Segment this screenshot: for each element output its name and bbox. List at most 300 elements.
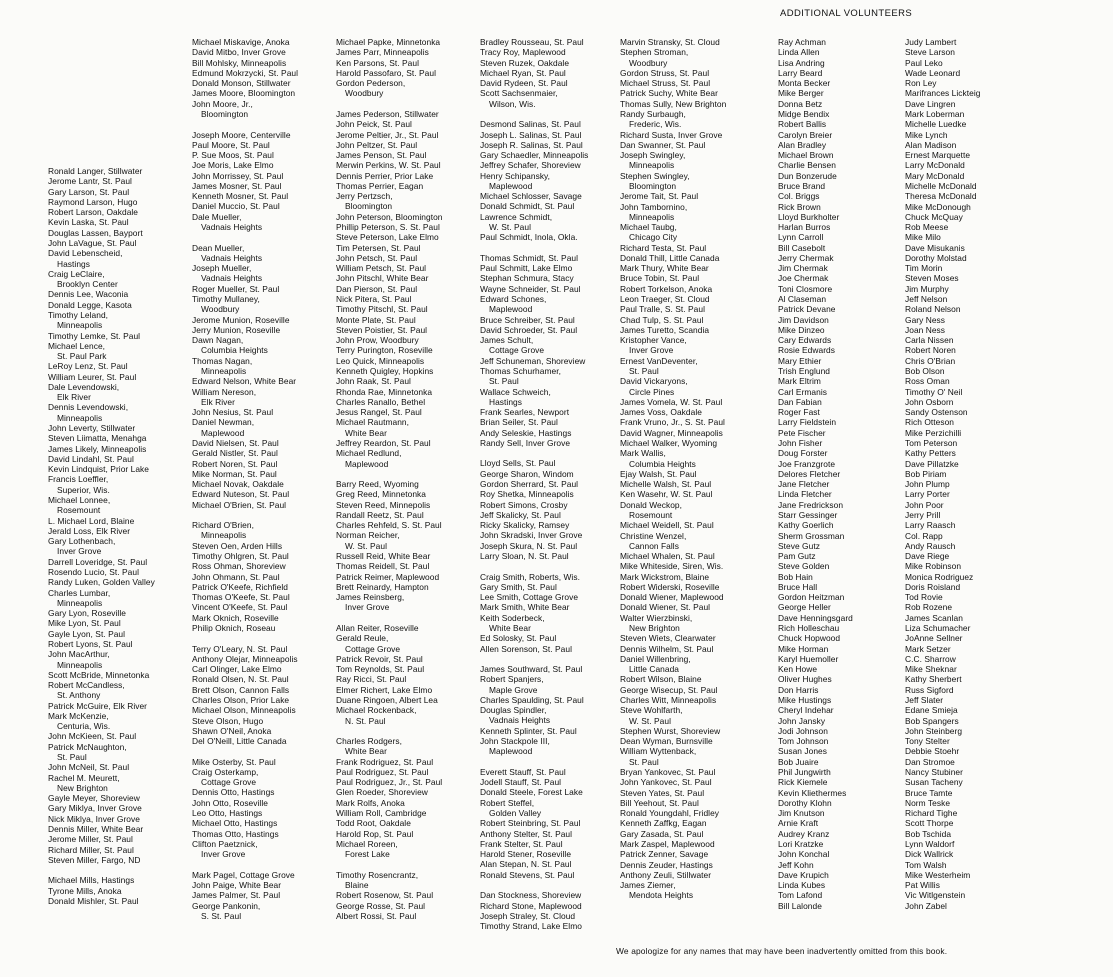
list-item-continuation: Maplewood [201, 427, 245, 438]
spacer [480, 561, 588, 571]
list-item: Thomas Perrier, Eagan [336, 180, 424, 191]
list-item: Michael Brown [778, 150, 834, 161]
list-item: Donald Thill, Little Canada [620, 252, 720, 263]
list-item: Col. Rapp [905, 530, 943, 541]
list-item: John Otto, Roseville [192, 797, 268, 808]
list-item: Mary Ethier [778, 355, 822, 366]
list-item: John Konchal [778, 849, 830, 860]
list-item: Timothy Ohlgren, St. Paul [192, 551, 289, 562]
list-item: Jim Murphy [905, 283, 949, 294]
list-item: Tim Petersen, St. Paul [336, 242, 421, 253]
list-item: Dorothy Molstad [905, 252, 967, 263]
list-item: Charles Rehfeld, S. St. Paul [336, 520, 442, 531]
list-item: Marifrances Lickteig [905, 88, 981, 99]
list-item: Thomas Otto, Hastings [192, 828, 279, 839]
list-item: Mike Berger [778, 88, 824, 99]
list-item: James Schult, [480, 335, 534, 346]
list-item: Timothy Mullaney, [192, 294, 260, 304]
list-item: Lori Kratzke [778, 838, 824, 849]
list-item: Joseph L. Salinas, St. Paul [480, 129, 582, 140]
list-item: Timothy O' Neil [905, 386, 963, 397]
list-item: Kenneth Splinter, St. Paul [480, 725, 577, 736]
list-item-continuation: Maplewood [345, 458, 389, 469]
list-item: Kathy Sherbert [905, 674, 962, 685]
list-item: Todd Root, Oakdale [336, 818, 411, 829]
list-item: Roger Fast [778, 407, 820, 418]
list-item: Mark McKenzie, [48, 710, 109, 721]
list-item-continuation: New Brighton [629, 623, 680, 634]
list-item: Doug Forster [778, 448, 828, 459]
list-item: Dave Henningsgard [778, 612, 853, 623]
list-item-continuation: Minneapolis [629, 160, 675, 171]
list-item: Bill Mohlsky, Minneapolis [192, 57, 287, 68]
spacer [192, 633, 298, 643]
list-item: Paul Tralle, S. St. Paul [620, 304, 705, 315]
list-item-continuation: Vadnais Heights [201, 222, 263, 233]
list-item: Mark Eltrim [778, 376, 821, 387]
list-item: Gayle Meyer, Shoreview [48, 793, 140, 804]
spacer [336, 726, 443, 736]
list-item: Linda Fletcher [778, 489, 832, 500]
list-item: Merwin Perkins, W. St. Paul [336, 160, 441, 171]
list-item: Alan Madison [905, 139, 957, 150]
list-item: Jeff Nelson [905, 294, 948, 305]
list-item: John Paige, White Bear [192, 879, 282, 890]
list-item-continuation: Cottage Grove [489, 345, 545, 356]
list-item-continuation: Golden Valley [489, 808, 542, 818]
list-item-continuation: St. Paul Park [57, 351, 107, 362]
name-column-7 [905, 37, 980, 911]
list-item: Trish Englund [778, 366, 831, 376]
list-item: Philip Oknich, Roseau [192, 622, 276, 633]
list-item: Sandy Ostenson [905, 407, 968, 418]
list-item: Steven Wiets, Clearwater [620, 633, 716, 644]
list-item: Keith Soderbeck, [480, 612, 545, 623]
list-item: Larry Porter [905, 489, 950, 500]
list-item: Robert Noren, St. Paul [192, 458, 278, 469]
list-item: Michelle McDonald [905, 180, 977, 191]
list-item: Ed Solosky, St. Paul [480, 633, 557, 644]
list-item: Jesus Rangel, St. Paul [336, 407, 422, 418]
list-item-continuation: Hastings [57, 258, 90, 269]
list-item: Terry O'Leary, N. St. Paul [192, 643, 288, 654]
list-item: Larry Sloan, N. St. Paul [480, 551, 569, 562]
list-item: Robert Torkelson, Anoka [620, 283, 713, 294]
list-item: JoAnne Sellner [905, 633, 963, 644]
list-item: Gordon Sherrard, St. Paul [480, 479, 579, 490]
list-item: Dun Bonzerude [778, 170, 837, 181]
list-item: Steven Ruzek, Oakdale [480, 57, 570, 68]
list-item-continuation: White Bear [489, 622, 531, 633]
list-item: Debbie Stoehr [905, 746, 960, 757]
list-item-continuation: Columbia Heights [201, 345, 268, 356]
list-item: Stephen Swingley, [620, 170, 690, 181]
list-item: Nancy Stubiner [905, 766, 963, 777]
list-item-continuation: Brooklyn Center [57, 279, 118, 290]
list-item-continuation: N. St. Paul [345, 715, 386, 726]
list-item: Everett Stauff, St. Paul [480, 766, 566, 777]
list-item: George Rosse, St. Paul [336, 900, 426, 911]
list-item: Michael Rautmann, [336, 417, 410, 428]
list-item: Steve Peterson, Lake Elmo [336, 232, 439, 243]
list-item: Dan Stockness, Shoreview [480, 890, 582, 901]
list-item: James Scanlan [905, 612, 963, 623]
list-item: Norm Teske [905, 797, 951, 808]
list-item: Steven Poistier, St. Paul [336, 324, 428, 335]
list-item: Dennis Otto, Hastings [192, 787, 275, 798]
list-item: Ronald Olsen, N. St. Paul [192, 674, 289, 685]
spacer [336, 99, 443, 109]
list-item-continuation: Cannon Falls [629, 540, 679, 551]
list-item: Roger Mueller, St. Paul [192, 283, 280, 294]
list-item: Darrell Loveridge, St. Paul [48, 556, 148, 567]
list-item-continuation: Maplewood [489, 746, 533, 757]
list-item: John Fisher [778, 437, 823, 448]
list-item: Donald Steele, Forest Lake [480, 787, 583, 798]
list-item-continuation: Minneapolis [57, 597, 103, 608]
list-item: Kenneth Mosner, St. Paul [192, 191, 289, 202]
list-item: Pam Gutz [778, 551, 816, 562]
list-item: John Prow, Woodbury [336, 335, 419, 346]
list-item: Francis Loeffler, [48, 474, 109, 485]
list-item: Vincent O'Keefe, St. Paul [192, 602, 288, 613]
list-item: Craig LeClaire, [48, 268, 105, 279]
list-item: Robert Rosenow, St. Paul [336, 890, 434, 901]
list-item: Richard Stone, Maplewood [480, 900, 582, 911]
list-item: David Rydeen, St. Paul [480, 78, 568, 89]
list-item: Gary Lyon, Roseville [48, 608, 126, 619]
list-item: John Peterson, Bloomington [336, 211, 443, 222]
list-item: Terry Purington, Roseville [336, 345, 433, 356]
spacer [192, 746, 298, 756]
list-item: Dave Misukanis [905, 242, 965, 253]
list-item: Judy Lambert [905, 37, 957, 47]
list-item: Jerry Chermak [778, 252, 834, 263]
list-item: Steve Wohlfarth, [620, 705, 683, 716]
list-item: Charles Rodgers, [336, 736, 402, 747]
list-item: Gary Zasada, St. Paul [620, 828, 704, 839]
list-item: Douglas Lassen, Bayport [48, 227, 143, 238]
list-item: Anthony Stelter, St. Paul [480, 828, 573, 839]
list-item: Douglas Spindler, [480, 705, 547, 716]
list-item: Patrick Revoir, St. Paul [336, 653, 423, 664]
list-item: Richard O'Brien, [192, 520, 254, 531]
list-item-continuation: Inver Grove [201, 849, 246, 860]
page-heading: ADDITIONAL VOLUNTEERS [780, 8, 913, 19]
list-item: David Lebenscheid, [48, 248, 123, 259]
list-item: Dean Mueller, [192, 242, 245, 253]
spacer [480, 880, 588, 890]
list-item: Lynn Carroll [778, 232, 824, 243]
list-item: Randy Luken, Golden Valley [48, 577, 155, 588]
list-item-continuation: St. Paul [57, 752, 87, 763]
list-item: Bill Lalonde [778, 900, 822, 911]
list-item: Dennis Levendowski, [48, 402, 129, 413]
spacer [192, 859, 298, 869]
list-item: Glen Roeder, Shoreview [336, 787, 428, 798]
list-item: Lee Smith, Cottage Grove [480, 592, 579, 603]
list-item: Timothy Leland, [48, 309, 109, 320]
list-item: Gordon Pederson, [336, 78, 406, 89]
list-item: Paul Schmitt, Lake Elmo [480, 263, 573, 274]
list-item: Col. Briggs [778, 191, 820, 202]
list-item: Gayle Lyon, St. Paul [48, 628, 126, 639]
list-item: Leo Quick, Minneapolis [336, 355, 425, 366]
list-item: Gary Lothenbach, [48, 536, 116, 547]
list-item: Dave Pillatzke [905, 458, 959, 469]
list-item: Monte Plate, St. Paul [336, 314, 416, 325]
list-item: Steve Olson, Hugo [192, 715, 264, 726]
list-item: Mark Thury, White Bear [620, 263, 709, 274]
list-item: Gary Smith, St. Paul [480, 581, 557, 592]
list-item: George Heller [778, 602, 831, 613]
list-item: Starr Gessinger [778, 509, 838, 520]
list-item: Gary Ness [905, 314, 946, 325]
list-item: Joseph Mueller, [192, 263, 252, 274]
list-item: Theresa McDonald [905, 191, 977, 202]
list-item-continuation: Mendota Heights [629, 890, 694, 901]
apology-footer: We apologize for any names that may have been inadvertently omitted from this book. [616, 946, 948, 956]
list-item: George Pankonin, [192, 900, 261, 911]
list-item: Andy Rausch [905, 540, 956, 551]
list-item: Mark Rolfs, Anoka [336, 797, 405, 808]
list-item: Paul Rodriguez, St. Paul [336, 766, 429, 777]
list-item: Jerry Prill [905, 509, 941, 520]
list-item: Bruce Schreiber, St. Paul [480, 314, 575, 325]
list-item: Michael Lence, [48, 340, 106, 351]
list-item: Monica Rodriguez [905, 571, 974, 582]
list-item-continuation: Inver Grove [345, 602, 390, 613]
list-item: William Wyttenback, [620, 746, 697, 757]
list-item-continuation: Maple Grove [489, 684, 538, 695]
list-item: Lynn Waldorf [905, 838, 955, 849]
list-item: Steve Golden [778, 561, 830, 572]
list-item: Roland Nelson [905, 304, 961, 315]
list-item: Thomas Reidell, St. Paul [336, 561, 430, 572]
list-item: John Yankovec, St. Paul [620, 777, 712, 788]
list-item-continuation: Maplewood [489, 304, 533, 315]
list-item: Robert Ballis [778, 119, 827, 130]
list-item: Ron Ley [905, 78, 937, 89]
list-item: Michael Rockenback, [336, 705, 417, 716]
list-item: Chuck Hopwood [778, 633, 841, 644]
list-item: Walter Wierzbinski, [620, 612, 693, 623]
list-item: Rich Holleschau [778, 623, 840, 634]
list-item: Jerome Miller, St. Paul [48, 834, 133, 845]
list-item: Tyrone Mills, Anoka [48, 885, 122, 896]
list-item-continuation: St. Anthony [57, 690, 101, 701]
list-item: Gary Larson, St. Paul [48, 186, 130, 197]
list-item: Frank Stelter, St. Paul [480, 838, 563, 849]
list-item: Leo Otto, Hastings [192, 808, 263, 819]
list-item: Ernest VanDeventer, [620, 355, 698, 366]
list-item: Gordon Struss, St. Paul [620, 67, 710, 78]
list-item: Joseph Skura, N. St. Paul [480, 540, 578, 551]
list-item: John Plump [905, 479, 950, 490]
list-item: Harlan Burros [778, 222, 831, 233]
list-item: Carla Nissen [905, 335, 954, 346]
list-item: James Reinsberg, [336, 592, 405, 603]
list-item: Michael Papke, Minnetonka [336, 37, 441, 47]
list-item: Jerome Munion, Roseville [192, 314, 290, 325]
list-item: Gordon Heitzman [778, 592, 845, 603]
list-item-continuation: Chicago City [629, 232, 678, 243]
list-item: James Pederson, Stillwater [336, 108, 439, 119]
list-item: Steven Reed, Minnepolis [336, 499, 431, 510]
list-item: Audrey Kranz [778, 828, 830, 839]
list-item: John Morrissey, St. Paul [192, 170, 284, 181]
list-item: Sherm Grossman [778, 530, 845, 541]
list-item: Henry Schipansky, [480, 170, 551, 181]
list-item: Dorothy Klohn [778, 797, 832, 808]
list-item: Randy Sell, Inver Grove [480, 437, 571, 448]
list-item: William Petsch, St. Paul [336, 263, 427, 274]
list-item: Jim Knutson [778, 808, 825, 819]
list-item: Tom Walsh [905, 859, 947, 870]
list-item: Edmund Mokrzycki, St. Paul [192, 67, 299, 78]
list-item: Jerome Peltier, Jr., St. Paul [336, 129, 439, 140]
list-item: Anthony Olejar, Minneapolis [192, 653, 298, 664]
list-item: Dennis Lee, Waconia [48, 289, 129, 300]
list-item: John Steinberg [905, 725, 963, 736]
list-item-continuation: Columbia Heights [629, 458, 696, 469]
list-item: Michael Weidell, St. Paul [620, 520, 714, 531]
list-item: Raymond Larson, Hugo [48, 196, 138, 207]
list-item: Clifton Paetznick, [192, 838, 258, 849]
list-item: Tracy Roy, Maplewood [480, 47, 566, 58]
list-item: Gary Schaedler, Minneapolis [480, 150, 589, 161]
list-item: John Ohmann, St. Paul [192, 571, 280, 582]
list-item: Bob Juaire [778, 756, 819, 767]
list-item: Craig Osterkamp, [192, 766, 259, 777]
list-item: John Moore, Jr., [192, 98, 253, 109]
list-item-continuation: W. St. Paul [345, 540, 387, 551]
list-item-continuation: Frederic, Wis. [629, 119, 682, 130]
list-item: Dick Wallrick [905, 849, 954, 860]
list-item: Ray Ricci, St. Paul [336, 674, 407, 685]
spacer [336, 859, 443, 869]
list-item: Nick Pitera, St. Paul [336, 294, 412, 305]
list-item: Steven Moses [905, 273, 959, 284]
list-item: John Stackpole III, [480, 736, 550, 747]
list-item: John McNeil, St. Paul [48, 762, 130, 773]
list-item: Carl Ermanis [778, 386, 827, 397]
list-item: Dale Levendowski, [48, 381, 120, 392]
list-item: Lloyd Burkholter [778, 211, 840, 222]
list-item: Andy Seleskie, Hastings [480, 427, 572, 438]
list-item: Donald Wiener, St. Paul [620, 602, 711, 613]
list-item: Robert Wilson, Blaine [620, 674, 702, 685]
list-item: Rich Otteson [905, 417, 955, 428]
list-item: Robert McCandless, [48, 680, 125, 691]
list-item: Allan Reiter, Roseville [336, 622, 419, 633]
list-item: Patrick Reimer, Maplewood [336, 571, 440, 582]
list-item: Dennis Miller, White Bear [48, 824, 144, 834]
list-item: Cary Edwards [778, 335, 832, 346]
list-item: John McKieen, St. Paul [48, 731, 137, 742]
list-item: Bill Casebolt [778, 242, 826, 253]
list-item-continuation: Bloomington [345, 201, 393, 212]
list-item: Mark Smith, White Bear [480, 602, 570, 613]
list-item: Doris Roisland [905, 581, 961, 592]
list-item: Stephan Schmura, Stacy [480, 273, 574, 284]
list-item: Charlie Bensen [778, 160, 836, 171]
list-item: George Wisecup, St. Paul [620, 684, 718, 695]
list-item: Kevin Laska, St. Paul [48, 217, 129, 228]
list-item: Ross Ohman, Shoreview [192, 561, 286, 572]
list-item: James Voss, Oakdale [620, 407, 702, 418]
list-item: Scott Sachsenmaier, [480, 88, 558, 99]
list-item: Randy Surbaugh, [620, 108, 686, 119]
list-item: Dean Wyman, Burnsville [620, 736, 713, 747]
list-item: John Peltzer, St. Paul [336, 139, 418, 150]
list-item: Don Harris [778, 684, 819, 695]
list-item: Michael Redlund, [336, 448, 402, 459]
list-item: George Sharon, Windom [480, 468, 574, 479]
list-item: James Ziemer, [620, 880, 676, 891]
list-item: Jerome Lantr, St. Paul [48, 176, 132, 187]
list-item: Dennis Perrier, Prior Lake [336, 170, 434, 181]
list-item-continuation: Cottage Grove [201, 777, 257, 788]
list-item: Mike Lyon, St. Paul [48, 618, 121, 629]
list-item: Ken Wasehr, W. St. Paul [620, 489, 713, 500]
list-item-continuation: Inver Grove [57, 546, 102, 557]
list-item: Linda Kubes [778, 880, 826, 891]
list-item: Thomas Schmidt, St. Paul [480, 252, 579, 263]
spacer [480, 757, 588, 767]
list-item: John Peick, St. Paul [336, 119, 412, 130]
list-item: Joe Moris, Lake Elmo [192, 160, 274, 171]
list-item: Mark Pagel, Cottage Grove [192, 869, 295, 880]
list-item-continuation: Little Canada [629, 664, 680, 675]
list-item: Harold Stener, Roseville [480, 849, 572, 860]
list-item: Harold Passofaro, St. Paul [336, 67, 436, 78]
list-item: Nick Miklya, Inver Grove [48, 813, 140, 824]
list-item: Daniel Willenbring, [620, 653, 691, 664]
list-item: Michelle Luedke [905, 119, 967, 130]
list-item: John Tambornino, [620, 201, 688, 212]
list-item: Carolyn Breier [778, 129, 833, 140]
list-item: Steven Liimatta, Menahga [48, 433, 147, 444]
list-item: Frank Vruno, Jr., S. St. Paul [620, 417, 725, 428]
list-item-continuation: Wilson, Wis. [489, 98, 536, 109]
list-item: Jane Fredrickson [778, 499, 844, 510]
list-item: Pat Willis [905, 880, 940, 891]
list-item: Marvin Stransky, St. Cloud [620, 37, 720, 47]
list-item: P. Sue Moos, St. Paul [192, 150, 274, 161]
list-item: Brett Reinardy, Hampton [336, 581, 429, 592]
list-item: Chris O'Brian [905, 355, 956, 366]
list-item: Kevin Lindquist, Prior Lake [48, 464, 149, 475]
list-item: Bruce Tobin, St. Paul [620, 273, 700, 284]
list-item: Edward Nelson, White Bear [192, 376, 297, 387]
list-item: Pete Fischer [778, 427, 826, 438]
list-item: Jodi Johnson [778, 725, 828, 736]
list-item: Mike Sheknar [905, 664, 957, 675]
list-item: Kenneth Quigley, Hopkins [336, 365, 434, 376]
list-item: Jerome Tait, St. Paul [620, 191, 699, 202]
list-item: Christine Wenzel, [620, 530, 687, 541]
list-item: Ejay Walsh, St. Paul [620, 468, 697, 479]
list-item: Albert Rossi, St. Paul [336, 910, 417, 921]
list-item: Roy Shetka, Minneapolis [480, 489, 574, 500]
list-item: Del O'Neill, Little Canada [192, 736, 287, 747]
list-item: Dawn Nagan, [192, 335, 244, 346]
list-item: Timothy Strand, Lake Elmo [480, 921, 582, 932]
list-item: John Leverty, Stillwater [48, 423, 136, 434]
list-item: Jerry Munion, Roseville [192, 324, 281, 335]
name-column-2 [192, 37, 298, 921]
